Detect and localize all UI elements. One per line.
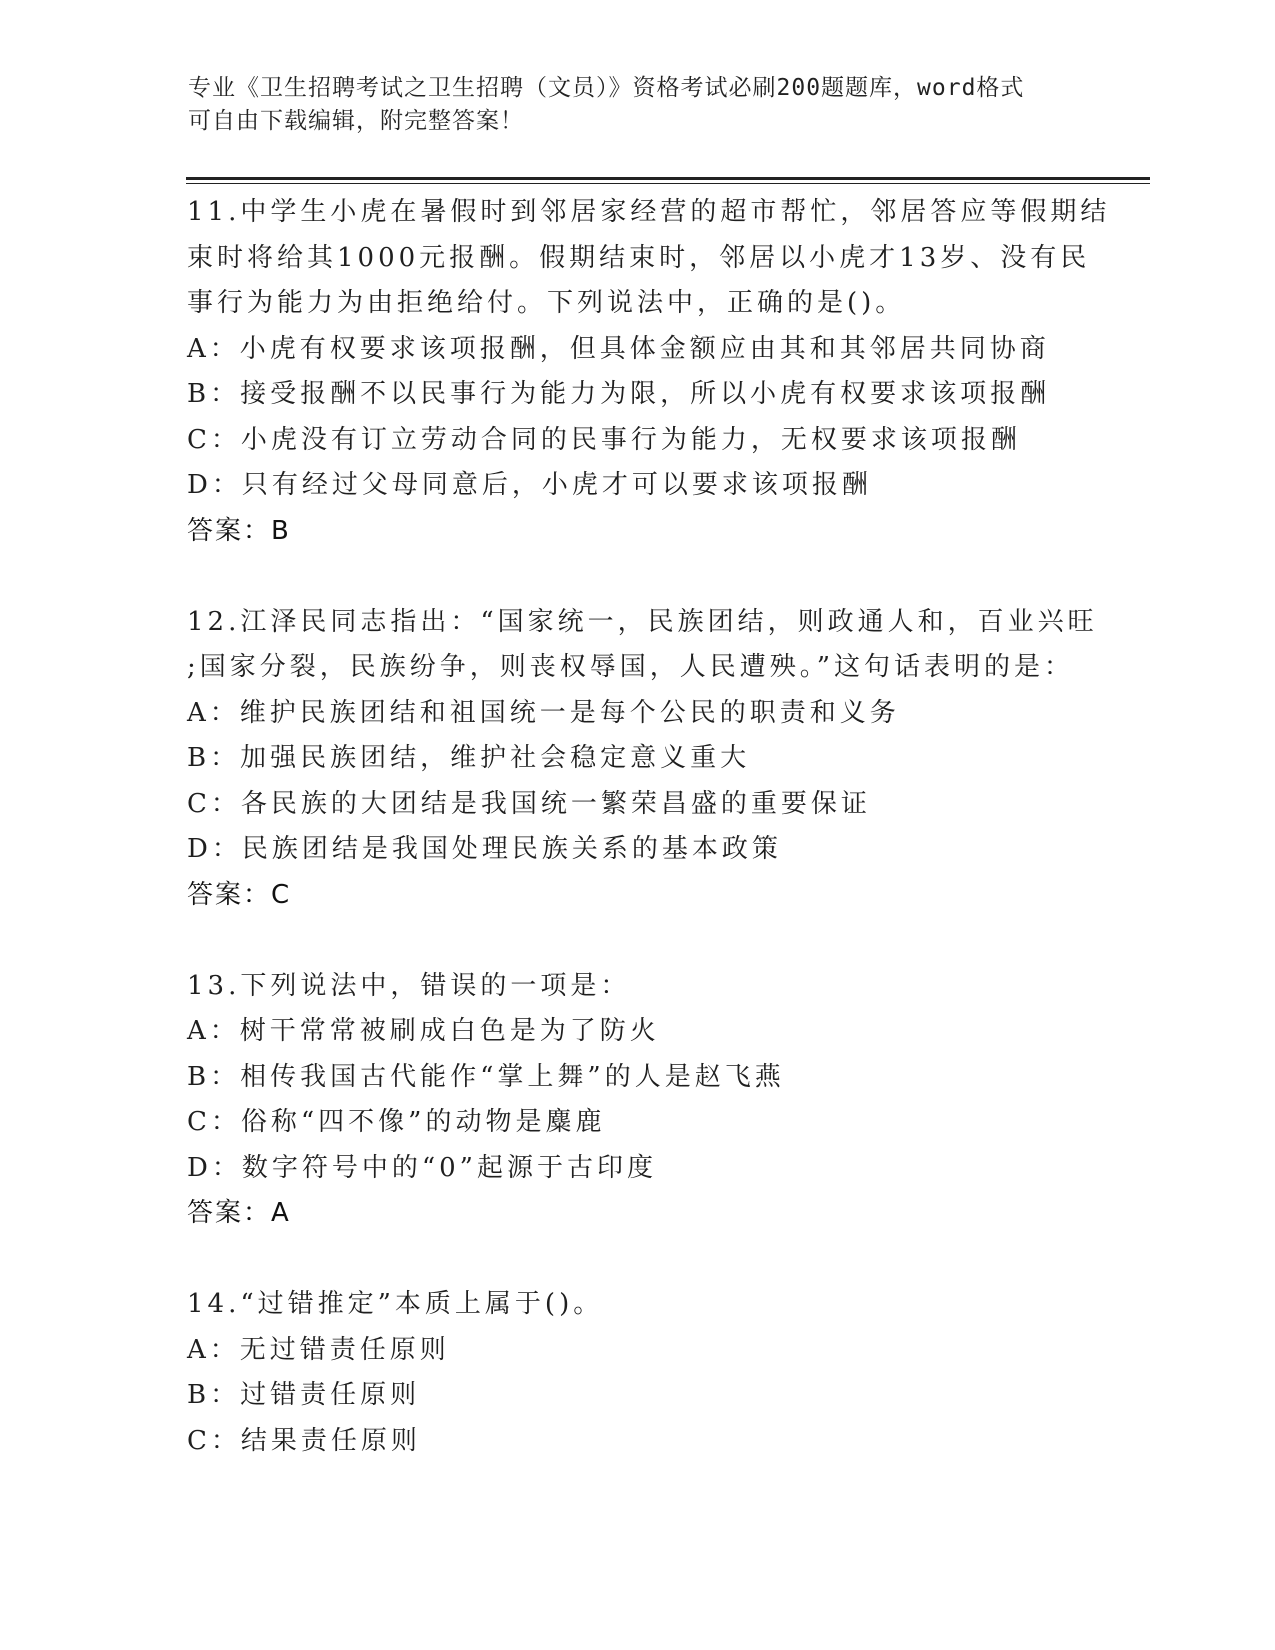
option-c: C：俗称“四不像”的动物是麋鹿 <box>187 1107 606 1137</box>
question-stem-line: 12.江泽民同志指出：“国家统一，民族团结，则政通人和，百业兴旺 <box>187 606 1098 637</box>
option-c: C：结果责任原则 <box>187 1425 421 1456</box>
option-d: D：数字符号中的“0”起源于古印度 <box>187 1152 657 1183</box>
question-11 <box>187 190 1147 554</box>
option-a: A：维护民族团结和祖国统一是每个公民的职责和义务 <box>187 697 900 728</box>
question-spacer <box>187 918 1147 964</box>
answer-label: 答案：C <box>187 879 292 910</box>
question-spacer <box>187 554 1147 600</box>
option-b: B：相传我国古代能作“掌上舞”的人是赵飞燕 <box>187 1061 785 1092</box>
question-stem-line: 事行为能力为由拒绝给付。下列说法中，正确的是()。 <box>187 288 906 318</box>
option-b: B：接受报酬不以民事行为能力为限，所以小虎有权要求该项报酬 <box>187 379 1051 409</box>
option-b: B：过错责任原则 <box>187 1380 421 1410</box>
question-12 <box>187 600 1147 919</box>
header-line-2: 可自由下载编辑，附完整答案！ <box>188 108 524 134</box>
document-header <box>188 72 1088 138</box>
option-a: A：无过错责任原则 <box>187 1334 450 1365</box>
question-spacer <box>187 1237 1147 1283</box>
option-d: D：民族团结是我国处理民族关系的基本政策 <box>187 834 782 864</box>
question-stem-line: 14.“过错推定”本质上属于()。 <box>187 1289 604 1319</box>
question-stem-line: 11.中学生小虎在暑假时到邻居家经营的超市帮忙，邻居答应等假期结 <box>187 197 1111 227</box>
option-b: B：加强民族团结，维护社会稳定意义重大 <box>187 743 751 773</box>
question-stem-line: 13.下列说法中，错误的一项是： <box>187 970 631 1001</box>
header-divider-thick <box>186 177 1150 180</box>
question-13 <box>187 964 1147 1237</box>
option-a: A：树干常常被刷成白色是为了防火 <box>187 1016 660 1046</box>
question-list <box>187 190 1147 1464</box>
option-a: A：小虎有权要求该项报酬，但具体金额应由其和其邻居共同协商 <box>187 333 1050 364</box>
question-stem-line: ;国家分裂，民族纷争，则丧权辱国，人民遭殃。”这句话表明的是： <box>187 652 1075 682</box>
option-d: D：只有经过父母同意后，小虎才可以要求该项报酬 <box>187 470 872 500</box>
header-line-1: 专业《卫生招聘考试之卫生招聘（文员）》资格考试必刷200题题库，word格式 <box>188 75 1025 101</box>
answer-label: 答案：A <box>187 1198 291 1228</box>
option-c: C：各民族的大团结是我国统一繁荣昌盛的重要保证 <box>187 788 871 819</box>
question-14 <box>187 1282 1147 1464</box>
header-divider-thin <box>186 183 1150 184</box>
question-stem-line: 束时将给其1000元报酬。假期结束时，邻居以小虎才13岁、没有民 <box>187 242 1091 273</box>
option-c: C：小虎没有订立劳动合同的民事行为能力，无权要求该项报酬 <box>187 424 1021 455</box>
answer-label: 答案：B <box>187 515 291 546</box>
